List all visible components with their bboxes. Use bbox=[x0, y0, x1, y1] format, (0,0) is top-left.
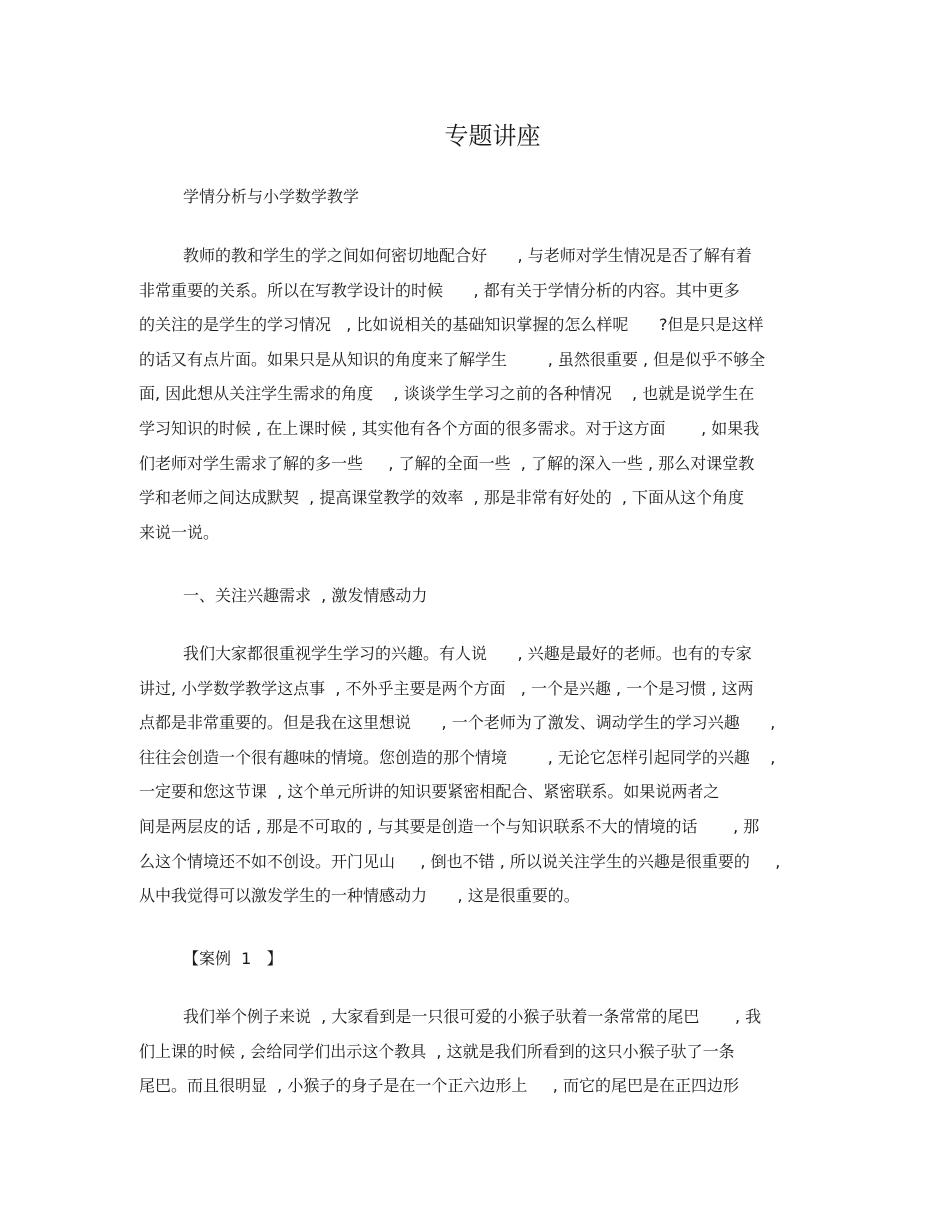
paragraph-line: 我们大家都很重视学生学习的兴趣。有人说 , 兴趣是最好的老师。也有的专家 bbox=[183, 644, 752, 663]
paragraph-line: 的关注的是学生的学习情况 , 比如说相关的基础知识掌握的怎么样呢 ?但是只是这样 bbox=[139, 315, 764, 335]
paragraph-line: 们老师对学生需求了解的多一些 , 了解的全面一些 , 了解的深入一些 , 那么对课堂教 bbox=[139, 453, 755, 473]
document-subtitle: 学情分析与小学数学教学 bbox=[183, 187, 360, 206]
paragraph-line: 的话又有点片面。如果只是从知识的角度来了解学生 , 虽然很重要 , 但是似乎不够全 bbox=[139, 349, 766, 369]
paragraph-intro bbox=[139, 239, 829, 550]
paragraph-interest bbox=[139, 637, 829, 914]
paragraph-line: 我们举个例子来说 , 大家看到是一只很可爱的小猴子驮着一条常常的尾巴 , 我 bbox=[183, 1007, 762, 1026]
paragraph-line: 教师的教和学生的学之间如何密切地配合好 , 与老师对学生情况是否了解有着 bbox=[183, 246, 752, 265]
paragraph-line: 学习知识的时候 , 在上课时候 , 其实他有各个方面的很多需求。对于这方面 , 如果我 bbox=[139, 418, 760, 438]
paragraph-line: 么这个情境还不如不创设。开门见山 , 倒也不错 , 所以说关注学生的兴趣是很重要的 , bbox=[139, 851, 781, 871]
paragraph-line: 非常重要的关系。所以在写教学设计的时候 , 都有关于学情分析的内容。其中更多 bbox=[139, 280, 740, 300]
paragraph-line: 们上课的时候 , 会给同学们出示这个教具 , 这就是我们所看到的这只小猴子驮了一条 bbox=[139, 1041, 735, 1061]
section-heading: 一、关注兴趣需求 , 激发情感动力 bbox=[183, 586, 428, 605]
paragraph-line: 学和老师之间达成默契 , 提高课堂教学的效率 , 那是非常有好处的 , 下面从这个角度 bbox=[139, 488, 745, 508]
paragraph-line: 尾巴。而且很明显 , 小猴子的身子是在一个正六边形上 , 而它的尾巴是在正四边形 bbox=[139, 1076, 739, 1096]
paragraph-line: 从中我觉得可以激发学生的一种情感动力 , 这是很重要的。 bbox=[139, 886, 580, 906]
paragraph-case bbox=[139, 1000, 829, 1104]
paragraph-line: 讲过, 小学数学教学这点事 , 不外乎主要是两个方面 , 一个是兴趣 , 一个是习惯 , 这两 bbox=[139, 678, 754, 698]
paragraph-line: 面, 因此想从关注学生需求的角度 , 谈谈学生学习之前的各种情况 , 也就是说学生在 bbox=[139, 384, 755, 404]
paragraph-line: 点都是非常重要的。但是我在这里想说 , 一个老师为了激发、调动学生的学习兴趣 , bbox=[139, 713, 776, 733]
paragraph-line: 往往会创造一个很有趣味的情境。您创造的那个情境 , 无论它怎样引起同学的兴趣 , bbox=[139, 747, 776, 767]
page-title: 专题讲座 bbox=[444, 122, 541, 150]
paragraph-line: 一定要和您这节课 , 这个单元所讲的知识要紧密相配合、紧密联系。如果说两者之 bbox=[139, 782, 720, 802]
paragraph-line: 间是两层皮的话 , 那是不可取的 , 与其要是创造一个与知识联系不大的情境的话 , 那 bbox=[139, 816, 760, 836]
paragraph-line: 来说一说。 bbox=[139, 522, 220, 542]
case-label: 【案例 1 】 bbox=[183, 949, 283, 968]
